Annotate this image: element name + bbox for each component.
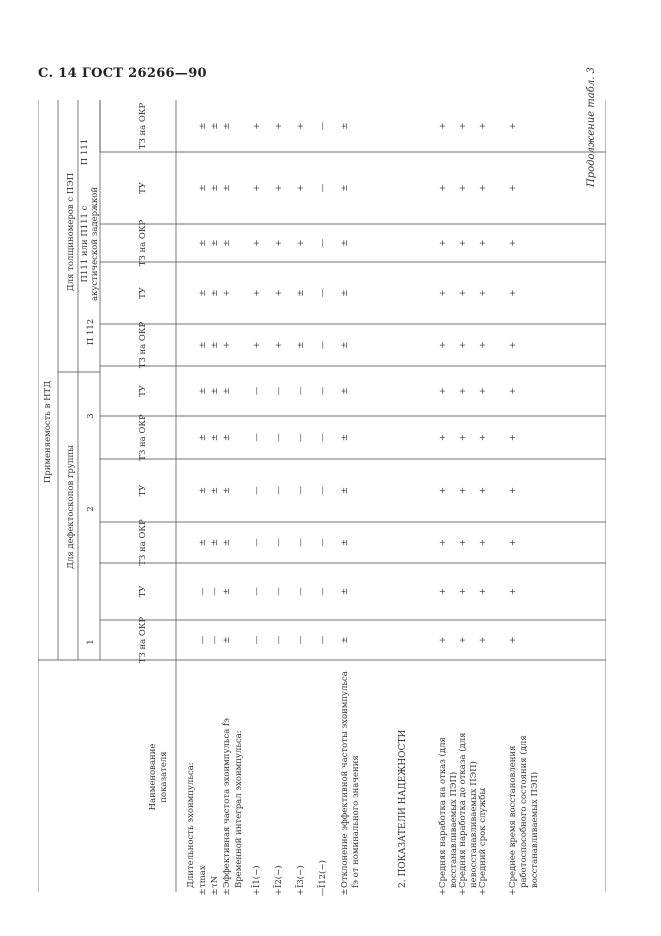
cell-value: + xyxy=(296,122,306,130)
cell-value: + xyxy=(274,122,284,130)
cell-value: ± xyxy=(210,486,220,495)
cell-value: ± xyxy=(340,239,350,247)
cell-value: + xyxy=(438,636,448,644)
cell-value: ± xyxy=(222,486,232,495)
cell-value: ± xyxy=(222,888,232,896)
col-header-4: ТУ xyxy=(138,484,148,497)
cell-value: ± xyxy=(210,433,220,442)
cell-value: + xyxy=(296,888,306,896)
col-header-3: ТЗ на ОКР xyxy=(138,519,148,566)
cell-value: ± xyxy=(340,289,350,297)
cell-value: + xyxy=(438,538,448,547)
cell-value: + xyxy=(274,289,284,297)
cell-value: — xyxy=(210,635,220,645)
row-label: Ĩ1(−) xyxy=(252,865,262,888)
cell-value: ± xyxy=(198,289,208,297)
cell-value: + xyxy=(438,888,448,896)
name-col-header-2: показателя xyxy=(159,751,169,803)
cell-value: + xyxy=(458,888,468,896)
col-header-1: ТЗ на ОКР xyxy=(138,616,148,664)
row-label: Средняя наработка до отказа (для невосстанавливаемых ПЭП) xyxy=(458,732,479,888)
cell-value: + xyxy=(458,289,468,297)
cell-value: + xyxy=(252,184,262,192)
cell-value: + xyxy=(438,122,448,130)
row-label: Ĩ3(−) xyxy=(296,865,306,888)
cell-value: + xyxy=(478,184,488,192)
cell-value: ± xyxy=(210,387,220,395)
cell-value: — xyxy=(198,635,208,645)
cell-value: ± xyxy=(340,341,350,349)
col-header-2: ТУ xyxy=(138,585,148,598)
cell-value: — xyxy=(252,433,262,442)
cell-value: ± xyxy=(340,587,350,596)
cell-value: ± xyxy=(340,433,350,442)
cell-value: ± xyxy=(340,387,350,395)
cell-value: ± xyxy=(340,184,350,192)
cell-value: — xyxy=(252,538,262,547)
cell-value: ± xyxy=(198,122,208,130)
cell-value: — xyxy=(318,288,328,298)
cell-value: ± xyxy=(210,239,220,247)
cell-value: ± xyxy=(210,538,220,547)
cell-value: — xyxy=(318,433,328,442)
cell-value: + xyxy=(478,289,488,297)
cell-value: + xyxy=(508,122,518,130)
cell-value: ± xyxy=(210,289,220,297)
cell-value: — xyxy=(318,486,328,495)
cell-value: + xyxy=(478,239,488,247)
row-label: Отклонение эффективной частоты эхоимпульса fэ от номинального значения xyxy=(340,671,361,888)
col-header-8: ТУ xyxy=(138,287,148,299)
cell-value: + xyxy=(458,587,468,596)
cell-value: ± xyxy=(210,341,220,349)
cell-value: + xyxy=(274,341,284,349)
cell-value: ± xyxy=(198,538,208,547)
cell-value: — xyxy=(274,587,284,596)
cell-value: + xyxy=(438,341,448,349)
cell-value: + xyxy=(478,341,488,349)
cell-value: ± xyxy=(198,184,208,192)
row-label: 2. ПОКАЗАТЕЛИ НАДЕЖНОСТИ xyxy=(398,729,408,888)
cell-value: ± xyxy=(198,888,208,896)
cell-value: ± xyxy=(222,184,232,192)
col-header-10: ТУ xyxy=(138,182,148,194)
cell-value: + xyxy=(222,341,232,349)
group2-label: 2 xyxy=(86,506,96,512)
cell-value: ± xyxy=(222,387,232,395)
cell-value: ± xyxy=(222,239,232,247)
cell-value: — xyxy=(318,386,328,396)
cell-value: + xyxy=(478,538,488,547)
cell-value: — xyxy=(274,386,284,396)
row-label: Длительность эхоимпульса: xyxy=(186,762,196,888)
cell-value: + xyxy=(438,289,448,297)
page-header: С. 14 ГОСТ 26266—90 xyxy=(38,66,207,81)
cell-value: ± xyxy=(198,341,208,349)
cell-value: + xyxy=(274,184,284,192)
cell-value: — xyxy=(252,635,262,645)
cell-value: + xyxy=(478,387,488,395)
cell-value: + xyxy=(508,239,518,247)
cell-value: ± xyxy=(198,433,208,442)
cell-value: — xyxy=(318,183,328,193)
cell-value: + xyxy=(438,184,448,192)
cell-value: + xyxy=(478,122,488,130)
cell-value: — xyxy=(296,587,306,596)
col-header-6: ТУ xyxy=(138,385,148,397)
cell-value: ± xyxy=(340,888,350,896)
cell-value: + xyxy=(508,538,518,547)
cell-value: + xyxy=(478,587,488,596)
cell-value: + xyxy=(458,122,468,130)
cell-value: ± xyxy=(340,486,350,495)
cell-value: — xyxy=(296,433,306,442)
cell-value: ± xyxy=(222,122,232,130)
row-label: Среднее время восстановления работоспособного состояния (для восстанавливаемых ПЭП) xyxy=(508,735,540,888)
cell-value: + xyxy=(252,122,262,130)
row-label: Средняя наработка на отказ (для восстанавливаемых ПЭП) xyxy=(438,737,459,888)
group3-label: 3 xyxy=(86,413,96,419)
group1-label: 1 xyxy=(86,639,96,645)
cell-value: + xyxy=(252,289,262,297)
cell-value: ± xyxy=(222,433,232,442)
cell-value: + xyxy=(458,433,468,442)
cell-value: ± xyxy=(296,289,306,297)
cell-value: — xyxy=(296,538,306,547)
row-label: Ĩ2(−) xyxy=(274,865,284,888)
cell-value: + xyxy=(252,341,262,349)
cell-value: + xyxy=(458,486,468,495)
p111-or-label: П111 или П111 с xyxy=(80,205,90,283)
col-header-11: ТЗ на ОКР xyxy=(138,102,148,150)
p111-or-label-2: акустической задержкой xyxy=(90,186,100,302)
row-label: Временной интеграл эхоимпульса: xyxy=(234,730,244,888)
cell-value: ± xyxy=(222,636,232,644)
cell-value: — xyxy=(318,340,328,350)
row-label: τN xyxy=(210,875,220,888)
cell-value: — xyxy=(198,587,208,596)
cell-value: — xyxy=(318,121,328,131)
cell-value: ± xyxy=(198,387,208,395)
cell-value: + xyxy=(458,636,468,644)
cell-value: ± xyxy=(222,587,232,596)
cell-value: + xyxy=(458,538,468,547)
cell-value: + xyxy=(508,486,518,495)
cell-value: + xyxy=(274,239,284,247)
cell-value: + xyxy=(508,341,518,349)
cell-value: + xyxy=(296,239,306,247)
cell-value: + xyxy=(478,486,488,495)
cell-value: — xyxy=(274,635,284,645)
cell-value: — xyxy=(274,433,284,442)
cell-value: — xyxy=(318,538,328,547)
cell-value: + xyxy=(458,341,468,349)
cell-value: + xyxy=(438,486,448,495)
p111-label: П 111 xyxy=(80,138,90,166)
col-header-9: ТЗ на ОКР xyxy=(138,219,148,267)
col-header-7: ТЗ на ОКР xyxy=(138,321,148,369)
cell-value: — xyxy=(318,238,328,248)
cell-value: + xyxy=(274,888,284,896)
cell-value: + xyxy=(508,433,518,442)
cell-value: + xyxy=(508,387,518,395)
row-label: τmax xyxy=(198,865,208,888)
cell-value: + xyxy=(296,184,306,192)
cell-value: ± xyxy=(198,239,208,247)
cell-value: ± xyxy=(340,538,350,547)
cell-value: + xyxy=(478,433,488,442)
cell-value: — xyxy=(318,635,328,645)
cell-value: + xyxy=(458,184,468,192)
cell-value: — xyxy=(274,486,284,495)
cell-value: + xyxy=(252,239,262,247)
name-col-header-1: Наименование xyxy=(148,743,158,811)
cell-value: ± xyxy=(198,486,208,495)
cell-value: + xyxy=(438,387,448,395)
cell-value: + xyxy=(478,636,488,644)
cell-value: ± xyxy=(210,122,220,130)
row-label: Средний срок службы xyxy=(478,787,488,888)
p112-label: П 112 xyxy=(86,318,96,346)
cell-value: — xyxy=(318,587,328,596)
cell-value: + xyxy=(438,239,448,247)
group-defectoscopes-header: Для дефектоскопов группы xyxy=(66,445,76,569)
cell-value: — xyxy=(252,386,262,396)
cell-value: ± xyxy=(222,538,232,547)
cell-value: + xyxy=(438,587,448,596)
cell-value: + xyxy=(438,433,448,442)
cell-value: ± xyxy=(340,122,350,130)
cell-value: — xyxy=(296,486,306,495)
cell-value: ± xyxy=(340,636,350,644)
cell-value: + xyxy=(508,587,518,596)
cell-value: + xyxy=(508,184,518,192)
col-header-5: ТЗ на ОКР xyxy=(138,414,148,461)
cell-value: + xyxy=(478,888,488,896)
cell-value: — xyxy=(252,587,262,596)
cell-value: + xyxy=(222,289,232,297)
cell-value: — xyxy=(274,538,284,547)
cell-value: — xyxy=(210,587,220,596)
applicability-header: Применяемость в НТД xyxy=(43,380,53,484)
cell-value: — xyxy=(296,635,306,645)
cell-value: — xyxy=(318,887,328,897)
cell-value: + xyxy=(458,239,468,247)
cell-value: + xyxy=(508,888,518,896)
cell-value: ± xyxy=(296,341,306,349)
cell-value: + xyxy=(508,636,518,644)
cell-value: + xyxy=(508,289,518,297)
cell-value: + xyxy=(458,387,468,395)
cell-value: + xyxy=(252,888,262,896)
cell-value: ± xyxy=(210,184,220,192)
group-thickness-header: Для толщиномеров с ПЭП xyxy=(66,172,76,292)
row-label: Ĩ12(−) xyxy=(318,860,328,888)
cell-value: — xyxy=(252,486,262,495)
continuation-label: Продолжение табл. 3 xyxy=(586,67,597,187)
row-label: Эффективная частота эхоимпульса fэ xyxy=(222,718,232,888)
cell-value: ± xyxy=(210,888,220,896)
cell-value: — xyxy=(296,386,306,396)
